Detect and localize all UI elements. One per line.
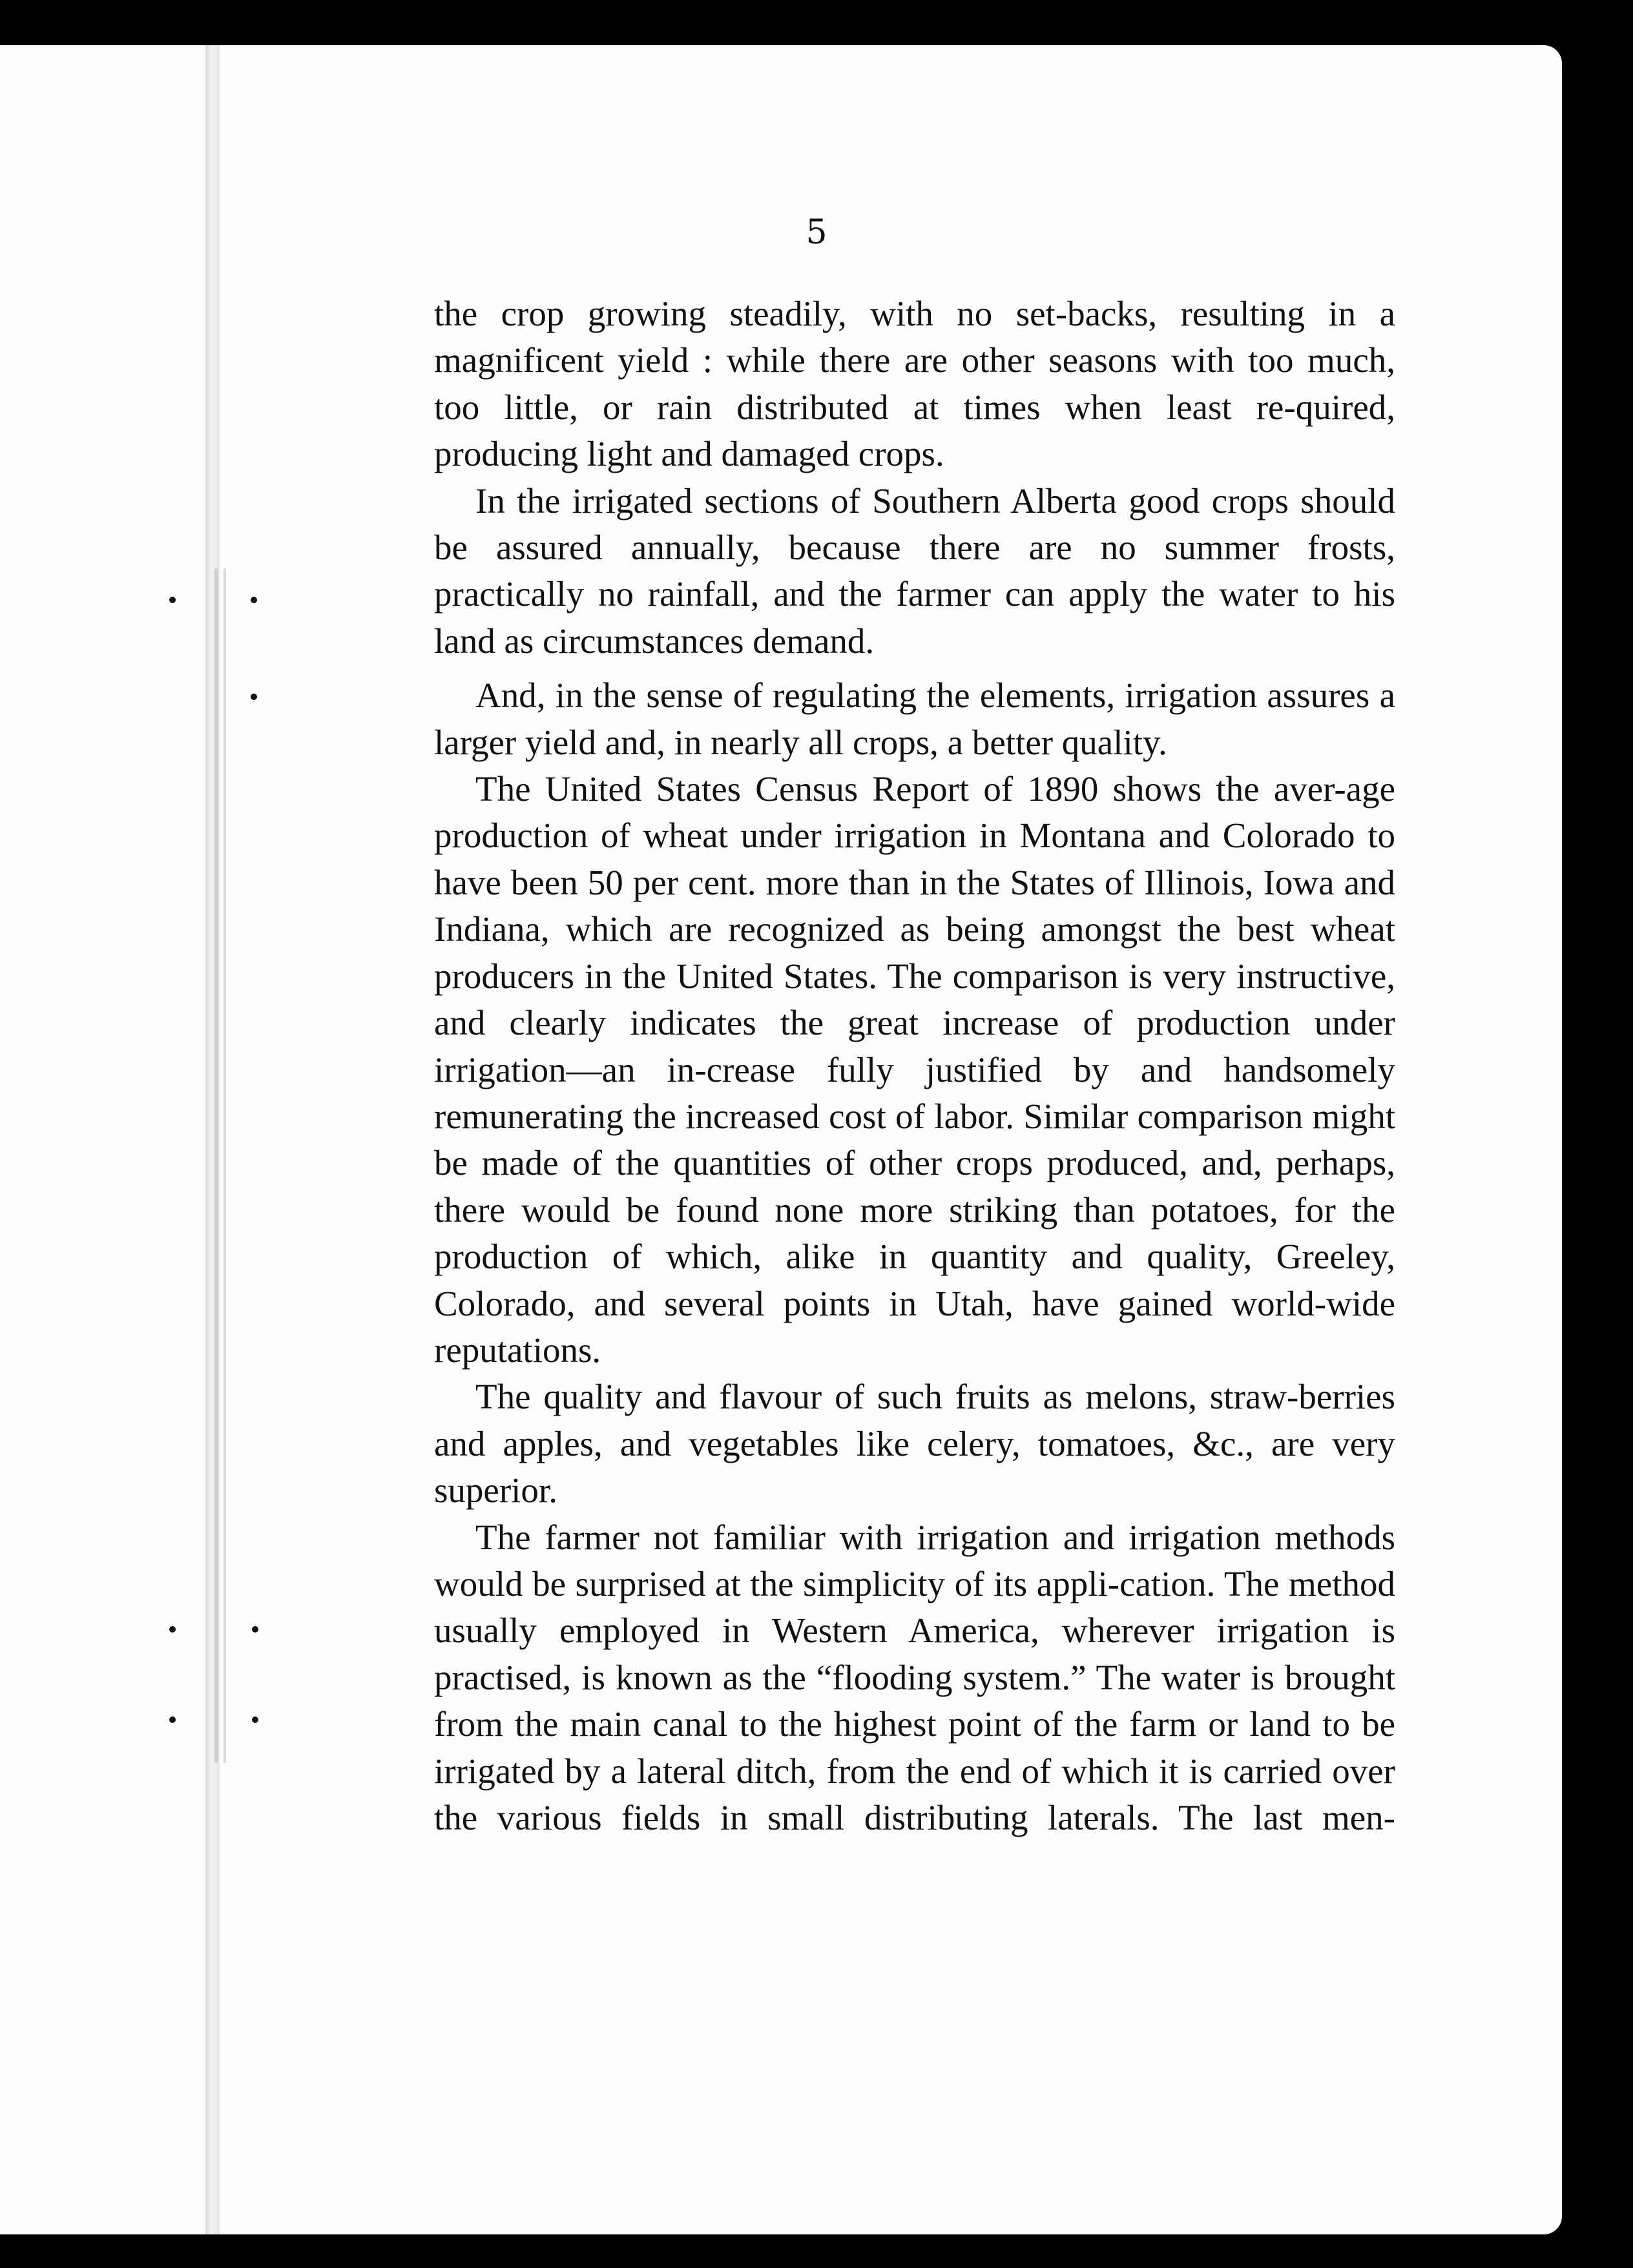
binding-string-second [224,568,226,1763]
binding-string [214,568,218,1763]
binding-hole [169,597,176,603]
page-number: 5 [806,213,827,252]
paragraph: And, in the sense of regulating the elements, irrigation assures a larger yield and, in nearly all crops, a better quality. [434,675,1395,762]
binding-hole [252,1716,258,1723]
paragraph: the crop growing steadily, with no set-backs, resulting in a magnificent yield : while there are other seasons with too much, too little, or rain distributed at times when least re-quired, producing light and damaged crops. [434,294,1395,474]
body-text [434,291,1395,1841]
binding-hole [252,1626,258,1633]
paragraph: The farmer not familiar with irrigation and irrigation methods would be surprised at the simplicity of its appli-cation. The method usually employed in Western America, wherever irrigation is practised, is known as the “flooding system.” The water is brought from the main canal to the highest point of the farm or land to be irrigated by a lateral ditch, from the end of which it is carried over the various fields in small distributing laterals. The last men- [434,1517,1395,1837]
paragraph: The United States Census Report of 1890 shows the aver-age production of wheat under irrigation in Montana and Colorado to have been 50 per cent. more than in the States of Illinois, Iowa and Indiana, which are recognized as being amongst the best wheat producers in the United States. The comparison is very instructive, and clearly indicates the great increase of production under irrigation—an in-crease fully justified by and handsomely remunerating the increased cost of labor. Similar comparison might be made of the quantities of other crops produced, and, perhaps, there would be found none more striking than potatoes, for the production of which, alike in quantity and quality, Greeley, Colorado, and several points in Utah, have gained world-wide reputations. [434,769,1395,1370]
binding-hole [251,694,257,700]
binding-hole [169,1626,176,1633]
binding-hole [251,597,257,603]
paragraph: The quality and flavour of such fruits as melons, straw-berries and apples, and vegetables like celery, tomatoes, &c., are very superior. [434,1377,1395,1510]
paragraph: In the irrigated sections of Southern Alberta good crops should be assured annually, because there are no summer frosts, practically no rainfall, and the farmer can apply the water to his land as circumstances demand. [434,480,1395,661]
binding-hole [169,1716,176,1723]
